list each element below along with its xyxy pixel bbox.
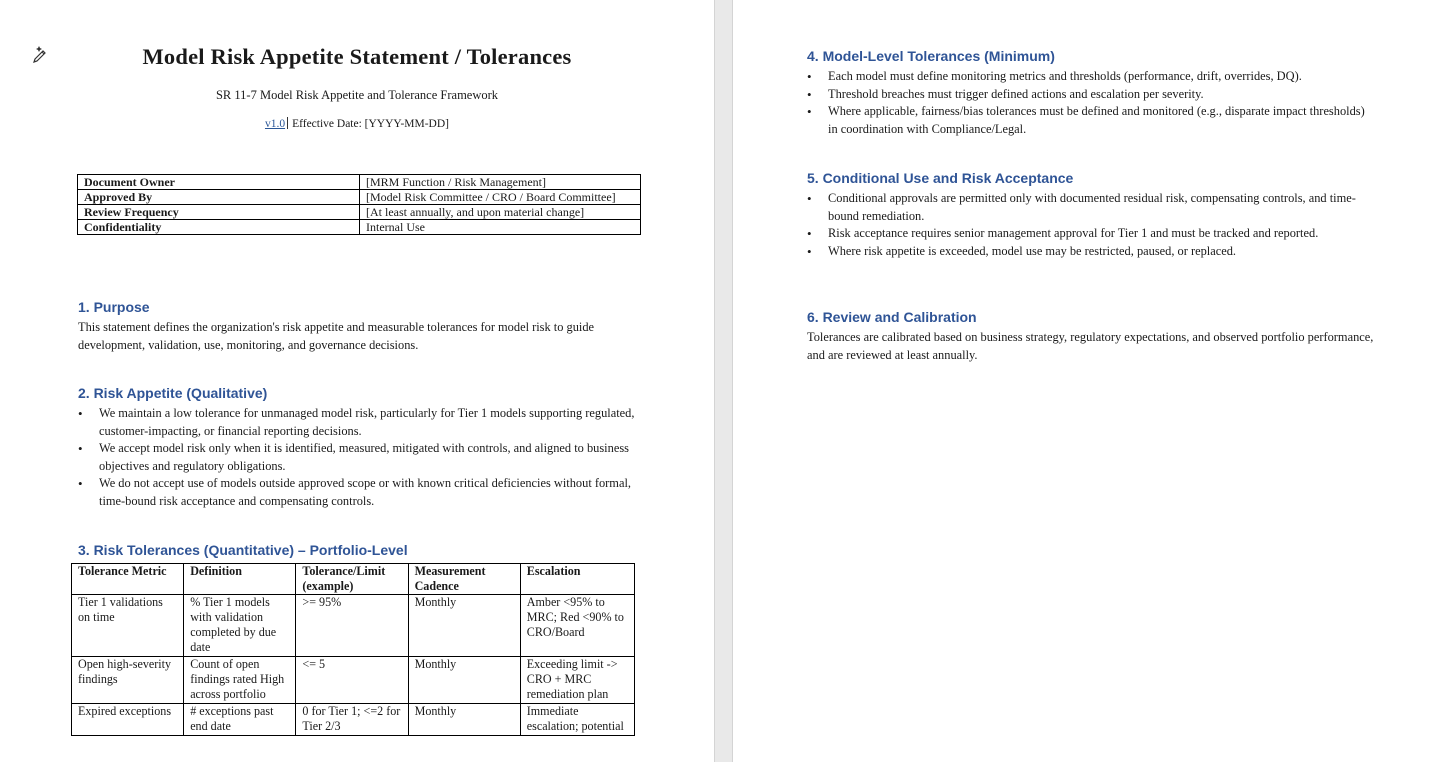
metadata-value: [MRM Function / Risk Management] bbox=[360, 175, 641, 190]
document-page-2 bbox=[733, 0, 1442, 762]
list-item: • Risk acceptance requires senior management approval for Tier 1 and must be tracked and reported. bbox=[807, 225, 1369, 243]
conditional-list bbox=[807, 190, 1369, 260]
table-cell: Amber <95% to MRC; Red <90% to CRO/Board bbox=[520, 595, 634, 657]
section-heading-purpose: 1. Purpose bbox=[78, 299, 150, 315]
text-cursor bbox=[287, 117, 288, 129]
table-cell: 0 for Tier 1; <=2 for Tier 2/3 bbox=[296, 704, 408, 736]
table-cell: Expired exceptions bbox=[72, 704, 184, 736]
metadata-label: Approved By bbox=[78, 190, 360, 205]
list-item: • Threshold breaches must trigger defined actions and escalation per severity. bbox=[807, 86, 1369, 104]
table-cell: % Tier 1 models with validation completed by due date bbox=[184, 595, 296, 657]
table-cell: Immediate escalation; potential bbox=[520, 704, 634, 736]
list-item: • Conditional approvals are permitted only with documented residual risk, compensating controls, and time-bound remediation. bbox=[807, 190, 1369, 225]
table-cell: Monthly bbox=[408, 657, 520, 704]
table-cell: Monthly bbox=[408, 595, 520, 657]
table-row bbox=[78, 190, 641, 205]
list-item: • We do not accept use of models outside approved scope or with known critical deficiencies without formal, time-bound risk acceptance and compensating controls. bbox=[78, 475, 640, 510]
section-heading-conditional: 5. Conditional Use and Risk Acceptance bbox=[807, 170, 1074, 186]
metadata-label: Document Owner bbox=[78, 175, 360, 190]
metadata-label: Confidentiality bbox=[78, 220, 360, 235]
table-cell: Count of open findings rated High across portfolio bbox=[184, 657, 296, 704]
table-cell: Open high-severity findings bbox=[72, 657, 184, 704]
table-row bbox=[72, 595, 635, 657]
metadata-value: [At least annually, and upon material change] bbox=[360, 205, 641, 220]
column-header: Measurement Cadence bbox=[408, 564, 520, 595]
column-header: Tolerance/Limit (example) bbox=[296, 564, 408, 595]
table-row bbox=[78, 220, 641, 235]
table-row bbox=[78, 205, 641, 220]
document-page-1 bbox=[0, 0, 714, 762]
version-line bbox=[0, 117, 714, 130]
metadata-table bbox=[77, 174, 641, 235]
effective-date: Effective Date: [YYYY-MM-DD] bbox=[292, 118, 450, 130]
table-cell: Tier 1 validations on time bbox=[72, 595, 184, 657]
list-item: • Where applicable, fairness/bias tolerances must be defined and monitored (e.g., disparate impact thresholds) in coordination with Compliance/Legal. bbox=[807, 103, 1369, 138]
version-link[interactable]: v1.0 bbox=[264, 118, 286, 130]
document-subtitle: SR 11-7 Model Risk Appetite and Tolerance Framework bbox=[215, 88, 499, 102]
list-item: • We maintain a low tolerance for unmanaged model risk, particularly for Tier 1 models supporting regulated, customer-impacting, or financial reporting decisions. bbox=[78, 405, 640, 440]
list-item: • Each model must define monitoring metrics and thresholds (performance, drift, overrides, DQ). bbox=[807, 68, 1369, 86]
table-row bbox=[72, 704, 635, 736]
metadata-value: Internal Use bbox=[360, 220, 641, 235]
column-header: Tolerance Metric bbox=[72, 564, 184, 595]
list-item: • We accept model risk only when it is identified, measured, mitigated with controls, and aligned to business objectives and regulatory obligations. bbox=[78, 440, 640, 475]
section-heading-review: 6. Review and Calibration bbox=[807, 309, 977, 325]
purpose-text: This statement defines the organization's risk appetite and measurable tolerances for model risk to guide development, validation, use, monitoring, and governance decisions. bbox=[78, 320, 595, 352]
table-cell: >= 95% bbox=[296, 595, 408, 657]
model-level-list bbox=[807, 68, 1369, 138]
appetite-list bbox=[78, 405, 640, 510]
column-header: Escalation bbox=[520, 564, 634, 595]
metadata-label: Review Frequency bbox=[78, 205, 360, 220]
table-cell: <= 5 bbox=[296, 657, 408, 704]
section-heading-tolerances: 3. Risk Tolerances (Quantitative) – Portfolio-Level bbox=[78, 542, 408, 558]
section-heading-model-level: 4. Model-Level Tolerances (Minimum) bbox=[807, 48, 1055, 64]
review-text: Tolerances are calibrated based on business strategy, regulatory expectations, and observed portfolio performance, and are reviewed at least annually. bbox=[807, 330, 1374, 362]
document-title: Model Risk Appetite Statement / Tolerances bbox=[142, 44, 572, 69]
list-item: • Where risk appetite is exceeded, model use may be restricted, paused, or replaced. bbox=[807, 243, 1369, 261]
page-gap bbox=[714, 0, 733, 762]
table-cell: Exceeding limit -> CRO + MRC remediation plan bbox=[520, 657, 634, 704]
tolerance-table bbox=[71, 563, 635, 736]
table-row bbox=[72, 657, 635, 704]
table-row bbox=[78, 175, 641, 190]
metadata-value: [Model Risk Committee / CRO / Board Committee] bbox=[360, 190, 641, 205]
column-header: Definition bbox=[184, 564, 296, 595]
section-heading-appetite: 2. Risk Appetite (Qualitative) bbox=[78, 385, 268, 401]
table-header-row bbox=[72, 564, 635, 595]
table-cell: # exceptions past end date bbox=[184, 704, 296, 736]
table-cell: Monthly bbox=[408, 704, 520, 736]
